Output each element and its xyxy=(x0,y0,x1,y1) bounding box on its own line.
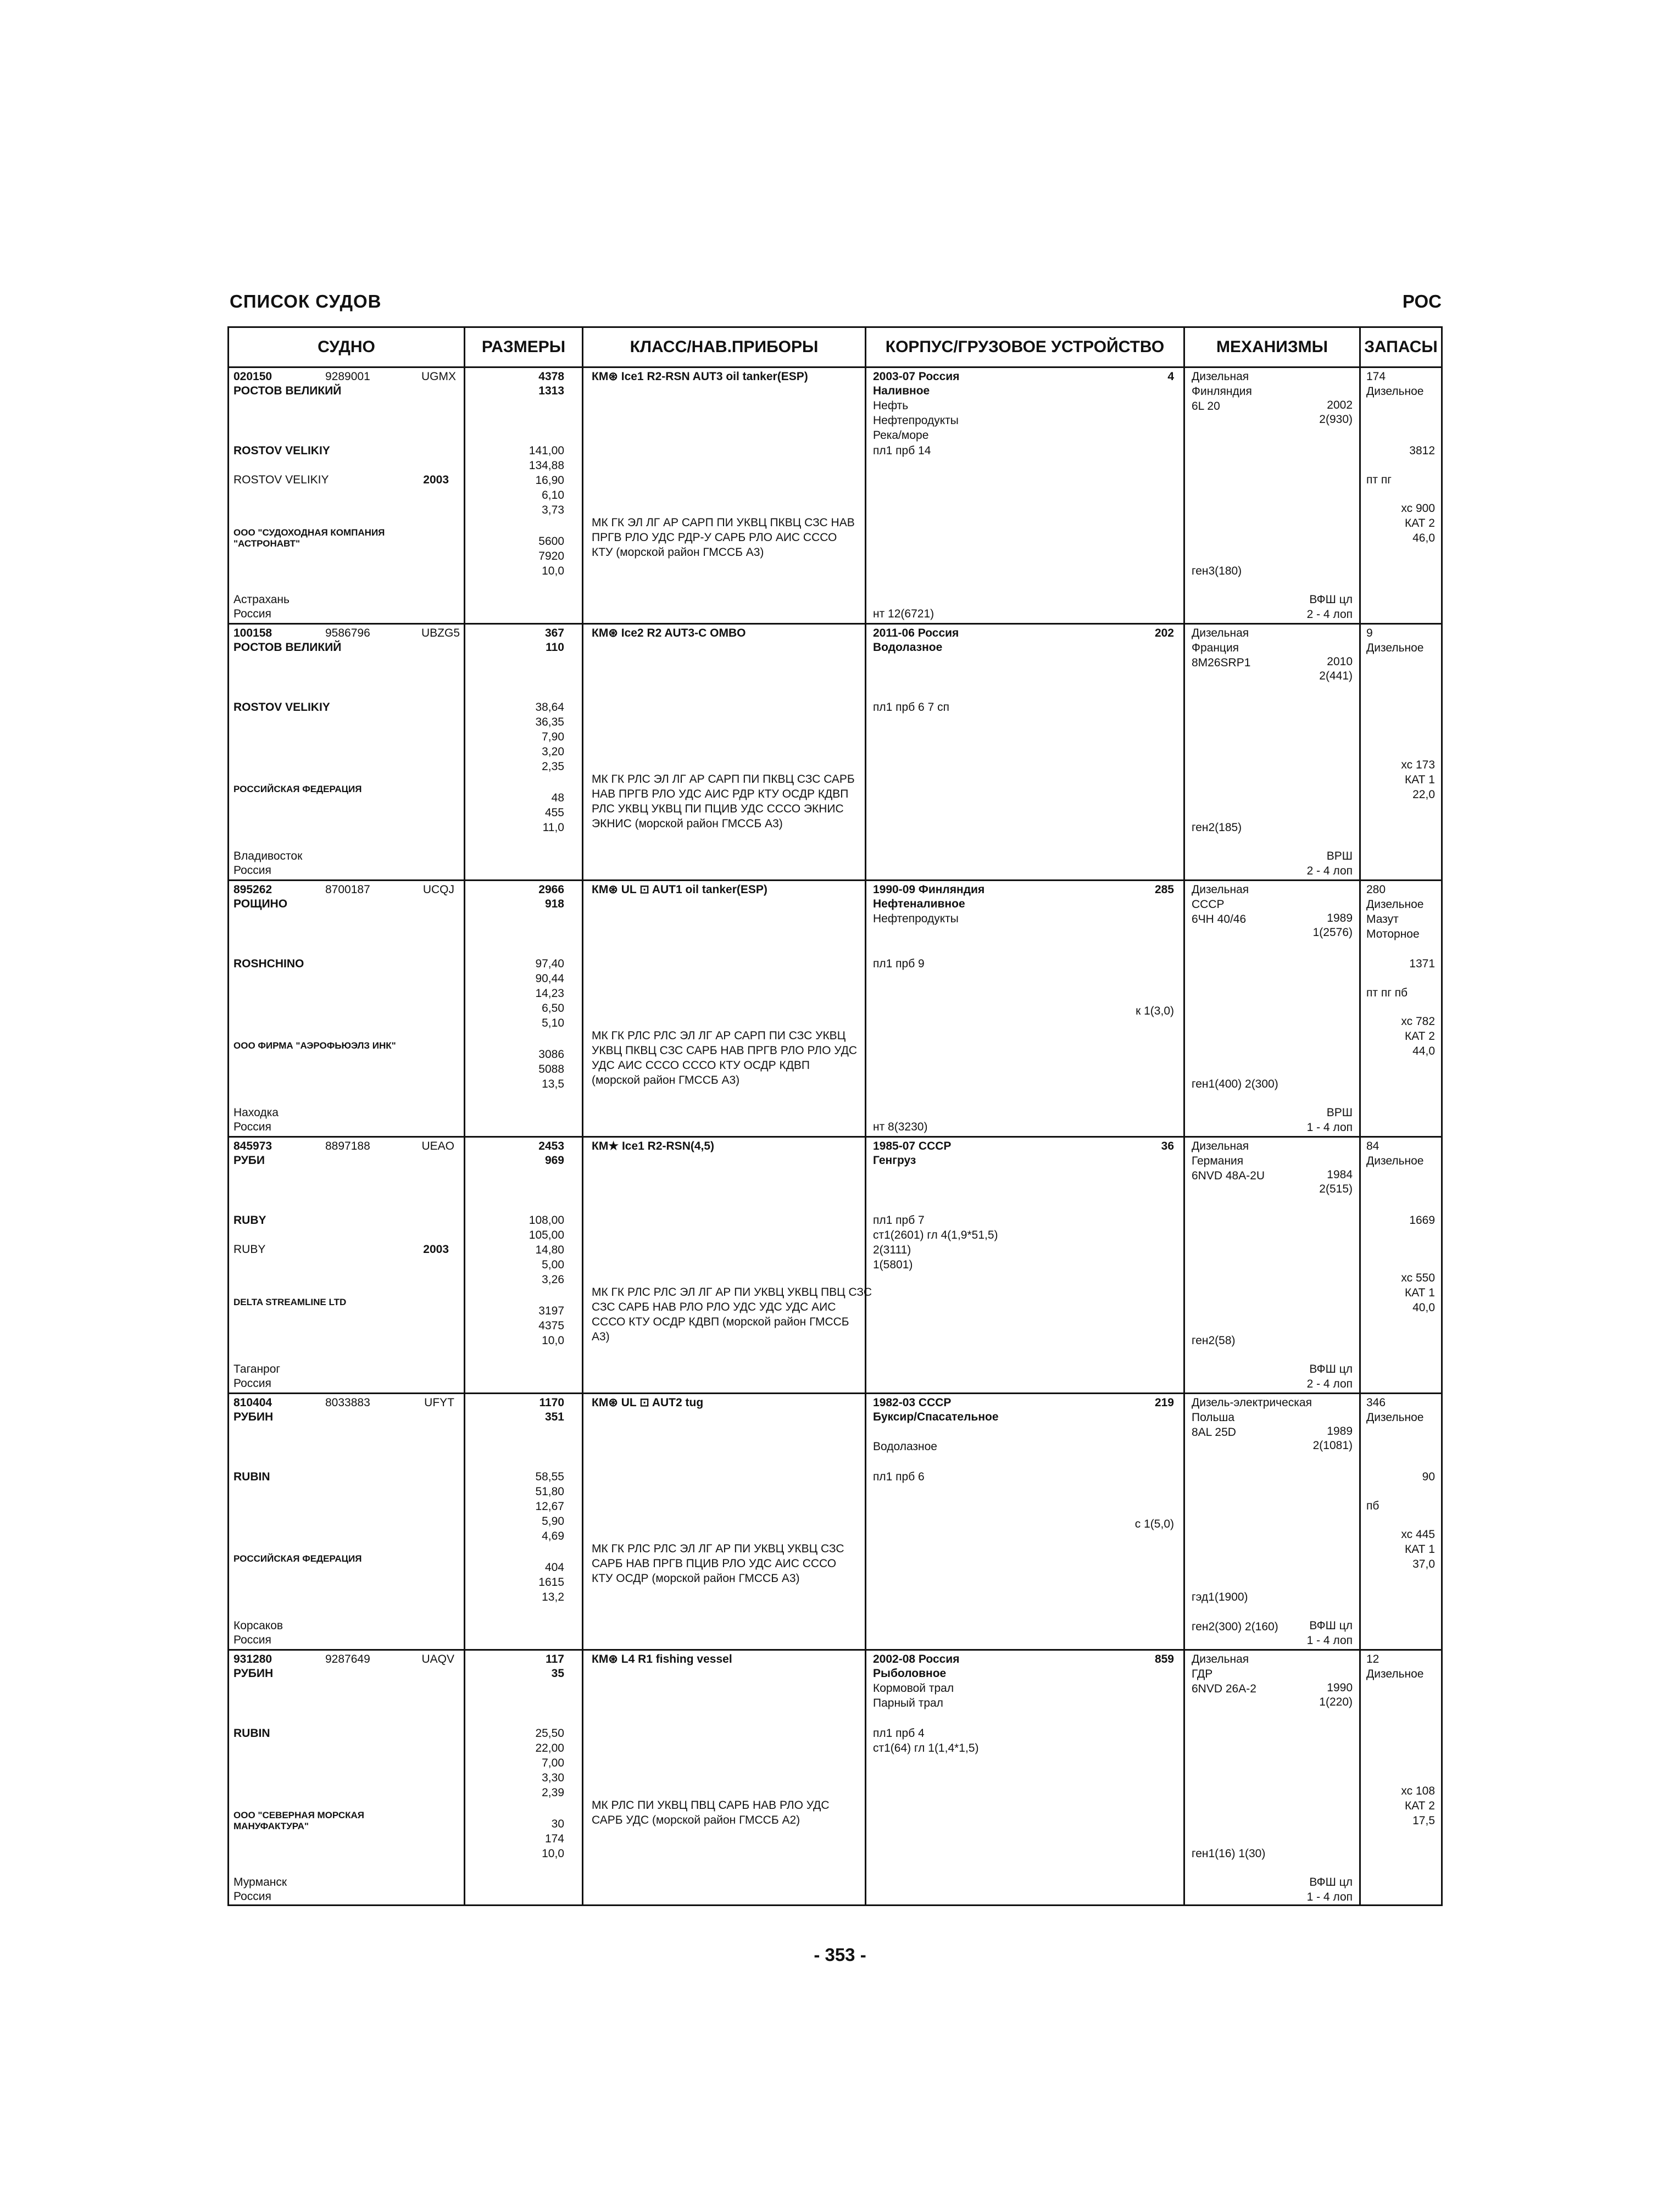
generators: ген2(185) xyxy=(1192,821,1242,834)
fuel-stores: 12 Дизельное xyxy=(1366,1653,1424,1680)
stores-crew: хс 173 КАТ 1 22,0 xyxy=(1401,759,1435,801)
propeller: ВРШ 1 - 4 лоп xyxy=(1306,1106,1353,1134)
net-tonnage: 35 xyxy=(551,1667,564,1680)
dimensions: 108,00 105,00 14,80 5,00 3,26 xyxy=(529,1214,564,1286)
fuel-stores: 346 Дизельное xyxy=(1366,1396,1424,1424)
column-header-machinery: МЕХАНИЗМЫ xyxy=(1185,328,1361,366)
deck-equipment: пл1 прб 6 xyxy=(873,1470,925,1483)
nav-equipment: МК ГК РЛС РЛС ЭЛ ЛГ АР ПИ УКВЦ УКВЦ ПВЦ СЗС СЗС САРБ НАВ РЛО РЛО УДС УДС УДС АИС СССО КТУ ОСДР КДВП (морской район ГМССБ А3) xyxy=(592,1286,872,1343)
country-code: РОС xyxy=(1402,291,1442,311)
engine-info: Дизельная Франция 8M26SRP1 xyxy=(1192,627,1251,669)
yard-number: 4 xyxy=(1167,370,1174,383)
owner-name: ООО ФИРМА "АЭРОФЬЮЭЛЗ ИНК" xyxy=(233,1040,396,1051)
home-port: Мурманск xyxy=(233,1876,287,1889)
engine-year: 2010 xyxy=(1327,655,1353,668)
gross-tonnage: 1170 xyxy=(539,1396,564,1409)
registry-number: 020150 xyxy=(233,370,272,383)
net-tonnage: 1313 xyxy=(538,385,564,397)
gross-tonnage: 2966 xyxy=(538,883,564,896)
hull-type-primary: Водолазное xyxy=(873,641,943,654)
imo-number: 8700187 xyxy=(325,883,370,896)
hull-type-detail: Нефть xyxy=(873,399,909,412)
latin-name: RUBIN xyxy=(233,1470,270,1483)
yard-number: 859 xyxy=(1154,1653,1174,1665)
stores-types: пб xyxy=(1366,1500,1379,1512)
latin-name: ROSTOV VELIKIY xyxy=(233,701,330,714)
stores-capacity: 90 xyxy=(1422,1470,1435,1483)
stores-types: пт пг xyxy=(1366,473,1392,486)
engine-year: 2002 xyxy=(1327,399,1353,411)
ship-record xyxy=(229,1394,1441,1651)
registry-number: 100158 xyxy=(233,627,272,639)
engine-power: 1(220) xyxy=(1319,1696,1353,1708)
vessel-name: РУБИН xyxy=(233,1667,274,1680)
gross-tonnage: 4378 xyxy=(538,370,564,383)
nav-equipment: МК ГК РЛС РЛС ЭЛ ЛГ АР САРП ПИ СЗС УКВЦ УКВЦ ПКВЦ СЗС САРБ НАВ ПРГВ РЛО РЛО УДС УДС АИС СССО СССО КТУ ОСДР КДВП (морской район ГМССБ А3) xyxy=(592,1029,858,1087)
build-year-country: 1982-03 СССР xyxy=(873,1396,952,1409)
engine-info: Дизельная Германия 6NVD 48A-2U xyxy=(1192,1140,1265,1182)
nav-equipment: МК ГК РЛС РЛС ЭЛ ЛГ АР ПИ УКВЦ УКВЦ СЗС САРБ НАВ ПРГВ ПЦИВ РЛО УДС АИС СССО КТУ ОСДР (морской район ГМССБ А3) xyxy=(592,1542,844,1585)
vessel-name: РУБИН xyxy=(233,1411,274,1423)
hull-type xyxy=(873,383,959,443)
registry-number: 845973 xyxy=(233,1140,272,1152)
vessel-name: РУБИ xyxy=(233,1154,265,1167)
hull-type xyxy=(873,640,942,655)
generators: гэд1(1900) ген2(300) 2(160) xyxy=(1192,1591,1278,1633)
tanks-info: нт 8(3230) xyxy=(873,1121,928,1133)
imo-number: 9289001 xyxy=(325,370,370,383)
build-year-country: 2003-07 Россия xyxy=(873,370,960,383)
owner-name: РОССИЙСКАЯ ФЕДЕРАЦИЯ xyxy=(233,784,362,794)
build-year-country: 1990-09 Финляндия xyxy=(873,883,985,896)
engine-year: 1984 xyxy=(1327,1168,1353,1181)
hull-type-detail: Водолазное xyxy=(873,1440,937,1453)
flag-country: Россия xyxy=(233,1377,271,1390)
gross-tonnage: 2453 xyxy=(538,1140,564,1152)
stores-capacity: 1371 xyxy=(1409,957,1435,970)
hull-type-primary: Нефтеналивное xyxy=(873,898,965,910)
stores-crew: хс 108 КАТ 2 17,5 xyxy=(1401,1785,1435,1827)
hull-extra: к 1(3,0) xyxy=(1136,1005,1174,1017)
nav-equipment: МК ГК РЛС ЭЛ ЛГ АР САРП ПИ ПКВЦ СЗС САРБ НАВ ПРГВ РЛО УДС АИС РДР КТУ ОСДР КДВП РЛС УКВЦ УКВЦ ПИ ПЦИВ УДС СССО ЭКНИС ЭКНИС (морской район ГМССБ А3) xyxy=(592,773,855,830)
owner-name: ООО "СЕВЕРНАЯ МОРСКАЯ МАНУФАКТУРА" xyxy=(233,1810,364,1831)
flag-country: Россия xyxy=(233,608,271,620)
vessel-name: РОСТОВ ВЕЛИКИЙ xyxy=(233,641,342,654)
gross-tonnage: 367 xyxy=(544,627,564,639)
deadweight: 3197 4375 10,0 xyxy=(538,1305,564,1347)
nav-equipment: МК ГК ЭЛ ЛГ АР САРП ПИ УКВЦ ПКВЦ СЗС НАВ ПРГВ РЛО УДС РДР-У САРБ РЛО АИС СССО КТУ (морской район ГМССБ А3) xyxy=(592,516,855,559)
engine-power: 2(441) xyxy=(1319,670,1353,682)
gross-tonnage: 117 xyxy=(546,1653,564,1665)
hull-type xyxy=(873,896,965,926)
generators: ген3(180) xyxy=(1192,565,1242,577)
generators: ген1(16) 1(30) xyxy=(1192,1847,1266,1860)
engine-power: 2(930) xyxy=(1319,413,1353,426)
generators: ген2(58) xyxy=(1192,1334,1236,1347)
flag-country: Россия xyxy=(233,1890,271,1903)
ship-record xyxy=(229,881,1441,1138)
class-notation: КМ⊛ Ice2 R2 AUT3-C OMBO xyxy=(592,627,746,639)
propeller: ВФШ цл 2 - 4 лоп xyxy=(1306,1363,1353,1390)
former-name: ROSTOV VELIKIY xyxy=(233,473,329,486)
hull-type-primary: Генгруз xyxy=(873,1154,916,1167)
yard-number: 202 xyxy=(1154,627,1174,639)
registry-number: 810404 xyxy=(233,1396,272,1409)
propeller: ВФШ цл 1 - 4 лоп xyxy=(1306,1619,1353,1647)
stores-crew: хс 445 КАТ 1 37,0 xyxy=(1401,1528,1435,1570)
column-header-vessel: СУДНО xyxy=(229,328,465,366)
ship-record xyxy=(229,625,1441,881)
engine-info: Дизельная ГДР 6NVD 26A-2 xyxy=(1192,1653,1256,1695)
flag-country: Россия xyxy=(233,1121,271,1133)
owner-name: ООО "СУДОХОДНАЯ КОМПАНИЯ "АСТРОНАВТ" xyxy=(233,527,385,549)
ship-list-table xyxy=(227,326,1443,1906)
hull-type-primary: Наливное xyxy=(873,385,930,397)
home-port: Корсаков xyxy=(233,1619,283,1632)
propeller: ВРШ 2 - 4 лоп xyxy=(1306,850,1353,877)
hull-type-detail: Кормовой трал xyxy=(873,1682,954,1695)
home-port: Владивосток xyxy=(233,850,303,862)
registry-number: 895262 xyxy=(233,883,272,896)
dimensions: 38,64 36,35 7,90 3,20 2,35 xyxy=(535,701,564,773)
latin-name: ROSTOV VELIKIY xyxy=(233,444,330,457)
dimensions: 58,55 51,80 12,67 5,90 4,69 xyxy=(535,1470,564,1542)
deck-equipment: пл1 прб 4 ст1(64) гл 1(1,4*1,5) xyxy=(873,1727,979,1754)
call-sign: UFYT xyxy=(424,1396,454,1409)
call-sign: UGMX xyxy=(421,370,456,383)
engine-year: 1989 xyxy=(1327,912,1353,924)
imo-number: 8033883 xyxy=(325,1396,370,1409)
records-container xyxy=(229,368,1441,1904)
deadweight: 30 174 10,0 xyxy=(542,1818,564,1860)
imo-number: 8897188 xyxy=(325,1140,370,1152)
stores-types: пт пг пб xyxy=(1366,987,1408,999)
owner-name: РОССИЙСКАЯ ФЕДЕРАЦИЯ xyxy=(233,1553,362,1564)
engine-info: Дизель-электрическая Польша 8AL 25D xyxy=(1192,1396,1312,1439)
call-sign: UBZG5 xyxy=(421,627,460,639)
hull-type-primary: Рыболовное xyxy=(873,1667,947,1680)
call-sign: UCQJ xyxy=(422,883,454,896)
call-sign: UEAO xyxy=(421,1140,454,1152)
class-notation: КМ⊛ Ice1 R2-RSN AUT3 oil tanker(ESP) xyxy=(592,370,808,383)
stores-crew: хс 550 КАТ 1 40,0 xyxy=(1401,1272,1435,1314)
engine-power: 2(1081) xyxy=(1312,1439,1353,1452)
engine-power: 1(2576) xyxy=(1312,926,1353,939)
home-port: Астрахань xyxy=(233,593,290,606)
deadweight: 48 455 11,0 xyxy=(542,792,564,834)
dimensions: 97,40 90,44 14,23 6,50 5,10 xyxy=(535,957,564,1029)
deck-equipment: пл1 прб 9 xyxy=(873,957,925,970)
former-name-year: 2003 xyxy=(423,473,449,486)
hull-type-detail: Река/море xyxy=(873,429,929,442)
hull-type-detail: Парный трал xyxy=(873,1697,943,1709)
dimensions: 141,00 134,88 16,90 6,10 3,73 xyxy=(529,444,564,516)
hull-extra: с 1(5,0) xyxy=(1134,1518,1174,1530)
yard-number: 36 xyxy=(1161,1140,1174,1152)
page-title: СПИСОК СУДОВ xyxy=(230,291,382,311)
hull-type xyxy=(873,1666,954,1711)
engine-info: Дизельная Финляндия 6L 20 xyxy=(1192,370,1252,413)
engine-year: 1990 xyxy=(1327,1681,1353,1694)
ship-record xyxy=(229,1651,1441,1907)
column-header-class: КЛАСС/НАВ.ПРИБОРЫ xyxy=(583,328,866,366)
imo-number: 9586796 xyxy=(325,627,370,639)
deck-equipment: пл1 прб 7 ст1(2601) гл 4(1,9*51,5) 2(3111) 1(5801) xyxy=(873,1214,998,1271)
home-port: Таганрог xyxy=(233,1363,281,1375)
stores-crew: хс 900 КАТ 2 46,0 xyxy=(1401,502,1435,544)
flag-country: Россия xyxy=(233,1634,271,1646)
vessel-name: РОСТОВ ВЕЛИКИЙ xyxy=(233,385,342,397)
former-name: RUBY xyxy=(233,1243,266,1256)
dimensions: 25,50 22,00 7,00 3,30 2,39 xyxy=(535,1727,564,1799)
vessel-name: РОЩИНО xyxy=(233,898,288,910)
net-tonnage: 351 xyxy=(544,1411,564,1423)
deadweight: 5600 7920 10,0 xyxy=(538,535,564,577)
deadweight: 3086 5088 13,5 xyxy=(538,1048,564,1090)
class-notation: КМ⊛ UL ⊡ AUT2 tug xyxy=(592,1396,704,1409)
stores-capacity: 3812 xyxy=(1409,444,1435,457)
home-port: Находка xyxy=(233,1106,279,1119)
stores-crew: хс 782 КАТ 2 44,0 xyxy=(1401,1015,1435,1057)
call-sign: UAQV xyxy=(421,1653,454,1665)
net-tonnage: 969 xyxy=(544,1154,564,1167)
hull-type xyxy=(873,1410,999,1454)
stores-capacity: 1669 xyxy=(1409,1214,1435,1227)
deadweight: 404 1615 13,2 xyxy=(538,1561,564,1603)
former-name-year: 2003 xyxy=(423,1243,449,1256)
hull-type-detail: Нефтепродукты xyxy=(873,414,959,427)
owner-name: DELTA STREAMLINE LTD xyxy=(233,1297,347,1307)
net-tonnage: 110 xyxy=(546,641,564,654)
propeller: ВФШ цл 2 - 4 лоп xyxy=(1306,593,1353,621)
yard-number: 219 xyxy=(1154,1396,1174,1409)
latin-name: ROSHCHINO xyxy=(233,957,304,970)
table-header xyxy=(229,328,1441,368)
registry-number: 931280 xyxy=(233,1653,272,1665)
hull-type-detail: Нефтепродукты xyxy=(873,912,959,925)
engine-power: 2(515) xyxy=(1319,1183,1353,1195)
nav-equipment: МК РЛС ПИ УКВЦ ПВЦ САРБ НАВ РЛО УДС САРБ УДС (морской район ГМССБ А2) xyxy=(592,1799,830,1826)
class-notation: КМ⊛ UL ⊡ AUT1 oil tanker(ESP) xyxy=(592,883,767,896)
deck-equipment: пл1 прб 6 7 сп xyxy=(873,701,949,714)
latin-name: RUBIN xyxy=(233,1727,270,1740)
class-notation: КМ★ Ice1 R2-RSN(4,5) xyxy=(592,1140,715,1152)
hull-type xyxy=(873,1153,916,1168)
class-notation: КМ⊛ L4 R1 fishing vessel xyxy=(592,1653,732,1665)
build-year-country: 2011-06 Россия xyxy=(873,627,959,639)
ship-record xyxy=(229,368,1441,625)
column-header-dimensions: РАЗМЕРЫ xyxy=(465,328,583,366)
flag-country: Россия xyxy=(233,864,271,877)
fuel-stores: 280 Дизельное Мазут Моторное xyxy=(1366,883,1424,940)
latin-name: RUBY xyxy=(233,1214,266,1227)
column-header-stores: ЗАПАСЫ xyxy=(1364,338,1438,356)
fuel-stores: 174 Дизельное xyxy=(1366,370,1424,398)
column-header-hull: КОРПУС/ГРУЗОВОЕ УСТРОЙСТВО xyxy=(866,328,1185,366)
yard-number: 285 xyxy=(1154,883,1174,896)
fuel-stores: 84 Дизельное xyxy=(1366,1140,1424,1167)
build-year-country: 2002-08 Россия xyxy=(873,1653,960,1665)
engine-year: 1989 xyxy=(1327,1425,1353,1438)
generators: ген1(400) 2(300) xyxy=(1192,1078,1278,1090)
imo-number: 9287649 xyxy=(325,1653,370,1665)
fuel-stores: 9 Дизельное xyxy=(1366,627,1424,654)
deck-equipment: пл1 прб 14 xyxy=(873,444,931,457)
tanks-info: нт 12(6721) xyxy=(873,608,934,620)
net-tonnage: 918 xyxy=(544,898,564,910)
engine-info: Дизельная СССР 6ЧН 40/46 xyxy=(1192,883,1249,926)
hull-type-primary: Буксир/Спасательное xyxy=(873,1411,999,1423)
page-number: - 353 - xyxy=(814,1945,866,1965)
ship-record xyxy=(229,1138,1441,1394)
propeller: ВФШ цл 1 - 4 лоп xyxy=(1306,1876,1353,1903)
build-year-country: 1985-07 СССР xyxy=(873,1140,952,1152)
